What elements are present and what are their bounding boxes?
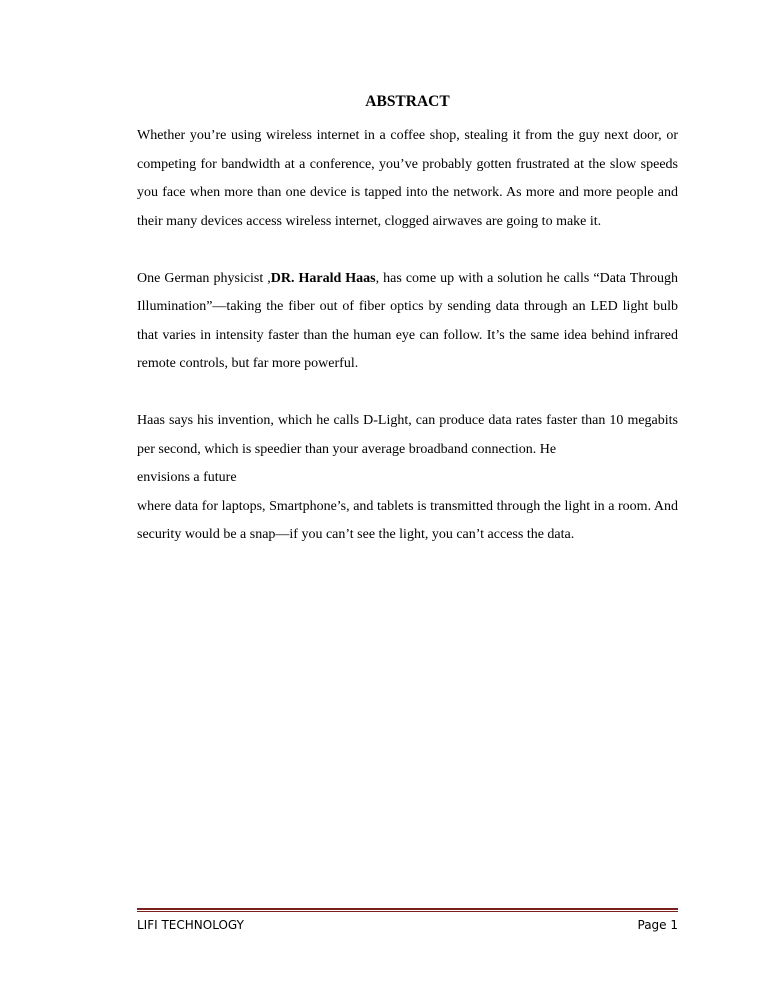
paragraph-3-line-1: Haas says his invention, which he calls D-Light, can produce data rates faster than 10 megabits per second, which is speedier than your average broadband connection. He	[137, 413, 678, 457]
abstract-title: ABSTRACT	[365, 93, 450, 110]
footer-title: LIFI TECHNOLOGY	[137, 918, 244, 932]
paragraph-2-suffix: , has come up with a solution he calls “Data Through Illumination”—taking the fiber out of fiber optics by sending data through an LED light bulb that varies in intensity faster than the human eye can follow. It’s the same idea behind infrared remote controls, but far more powerful.	[137, 270, 679, 371]
author-name: DR. Harald Haas	[270, 270, 376, 286]
paragraph-2	[137, 265, 678, 379]
page-number: Page 1	[637, 918, 678, 932]
abstract-body	[137, 122, 678, 550]
paragraph-1: Whether you’re using wireless internet in a coffee shop, stealing it from the guy next door, or competing for bandwidth at a conference, you’ve probably gotten frustrated at the slow speeds you face when more than one device is tapped into the network. As more and more people and their many devices access wireless internet, clogged airwaves are going to make it.	[137, 128, 678, 229]
paragraph-3-rest: where data for laptops, Smartphone’s, and tablets is transmitted through the light in a room. And security would be a snap—if you can’t see the light, you can’t access the data.	[137, 498, 678, 542]
paragraph-2-prefix: One German physicist ,	[137, 270, 271, 286]
footer-divider	[137, 908, 678, 912]
paragraph-3-line-2: envisions a future	[137, 470, 237, 485]
